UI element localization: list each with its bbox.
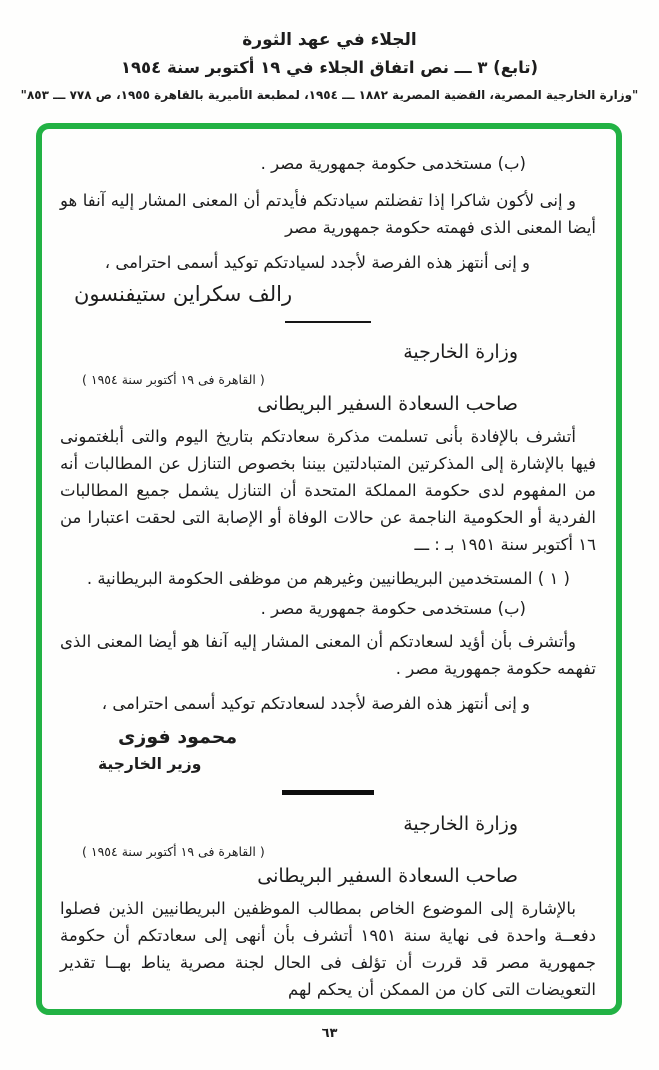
letter2-closing: و إنى أنتهز هذه الفرصة لأجدد لسعادتكم توكيد أسمى احترامى ، bbox=[101, 694, 530, 713]
page-number: ٦٣ bbox=[321, 1026, 338, 1041]
letter2-ministry-heading: وزارة الخارجية bbox=[403, 341, 518, 363]
letter2-paragraph2: وأتشرف بأن أؤيد لسعادتكم أن المعنى المشار إليه آنفا هو أيضا المعنى الذى تفهمه حكومة جمهورية مصر . bbox=[60, 632, 596, 678]
section-divider-bold bbox=[282, 790, 374, 795]
letter2-item-b: (ب) مستخدمى حكومة جمهورية مصر . bbox=[260, 599, 526, 618]
letter1-paragraph: و إنى لأكون شاكرا إذا تفضلتم سيادتكم فأيدتم أن المعنى المشار إليه آنفا هو أيضا المعنى الذى فهمته حكومة جمهورية مصر bbox=[60, 191, 596, 237]
letter1-signature-ralph-stevenson: رالف سكراين ستيفنسون bbox=[74, 282, 293, 306]
letter3-date: ( القاهرة فى ١٩ أكتوبر سنة ١٩٥٤ ) bbox=[82, 844, 265, 859]
letter3-paragraph: بالإشارة إلى الموضوع الخاص بمطالب الموظفين البريطانيين الذين فصلوا دفعــة واحدة فى نهاية سنة ١٩٥١ أتشرف بأن أنهى إلى سعادتكم أن حكومة جمهورية مصر قد قررت أن تؤلف فى الحال لجنة مصرية يناط بهــا تقدير التعويضات التى كان من الممكن أن يحكم لهم bbox=[60, 899, 596, 999]
letter2-signature-title: وزير الخارجية bbox=[98, 755, 202, 773]
letter2-paragraph1: أتشرف بالإفادة بأنى تسلمت مذكرة سعادتكم بتاريخ اليوم والتى أبلغتمونى فيها بالإشارة إلى المذكرتين المتبادلتين بيننا بخصوص التنازل عن المطالبات أنه من المفهوم لدى حكومة المملكة المتحدة أن التنازل يشمل جميع المطالبات الفردية أو الحكومية الناجمة عن حالات الوفاة أو الإصابة التى لحقت اعتبارا من ١٦ أكتوبر سنة ١٩٥١ بـ : ـــ bbox=[60, 427, 596, 554]
section-divider bbox=[285, 321, 371, 323]
highlighted-content-frame bbox=[36, 123, 622, 1015]
section-subtitle: (تابع) ٣ ـــ نص اتفاق الجلاء في ١٩ أكتوبر سنة ١٩٥٤ bbox=[120, 58, 539, 77]
letter3-salutation: صاحب السعادة السفير البريطانى bbox=[257, 865, 518, 887]
letter2-signature-mahmoud-fawzy: محمود فوزى bbox=[118, 726, 238, 748]
letter2-salutation: صاحب السعادة السفير البريطانى bbox=[257, 393, 518, 415]
letter2-date: ( القاهرة فى ١٩ أكتوبر سنة ١٩٥٤ ) bbox=[82, 372, 265, 387]
letter3-ministry-heading: وزارة الخارجية bbox=[403, 813, 518, 835]
letter1-item-b: (ب) مستخدمى حكومة جمهورية مصر . bbox=[260, 154, 526, 173]
letter1-closing: و إنى أنتهز هذه الفرصة لأجدد لسيادتكم توكيد أسمى احترامى ، bbox=[104, 253, 530, 272]
book-title: الجلاء في عهد الثورة bbox=[242, 30, 417, 50]
letter2-item-1: ( ١ ) المستخدمين البريطانيين وغيرهم من موظفى الحكومة البريطانية . bbox=[86, 569, 570, 588]
source-citation: "وزارة الخارجية المصرية، القضية المصرية ١٨٨٢ ـــ ١٩٥٤، لمطبعة الأميرية بالقاهرة ١٩٥٥، ص ٧٧٨ ـــ ٨٥٣" bbox=[20, 88, 639, 102]
